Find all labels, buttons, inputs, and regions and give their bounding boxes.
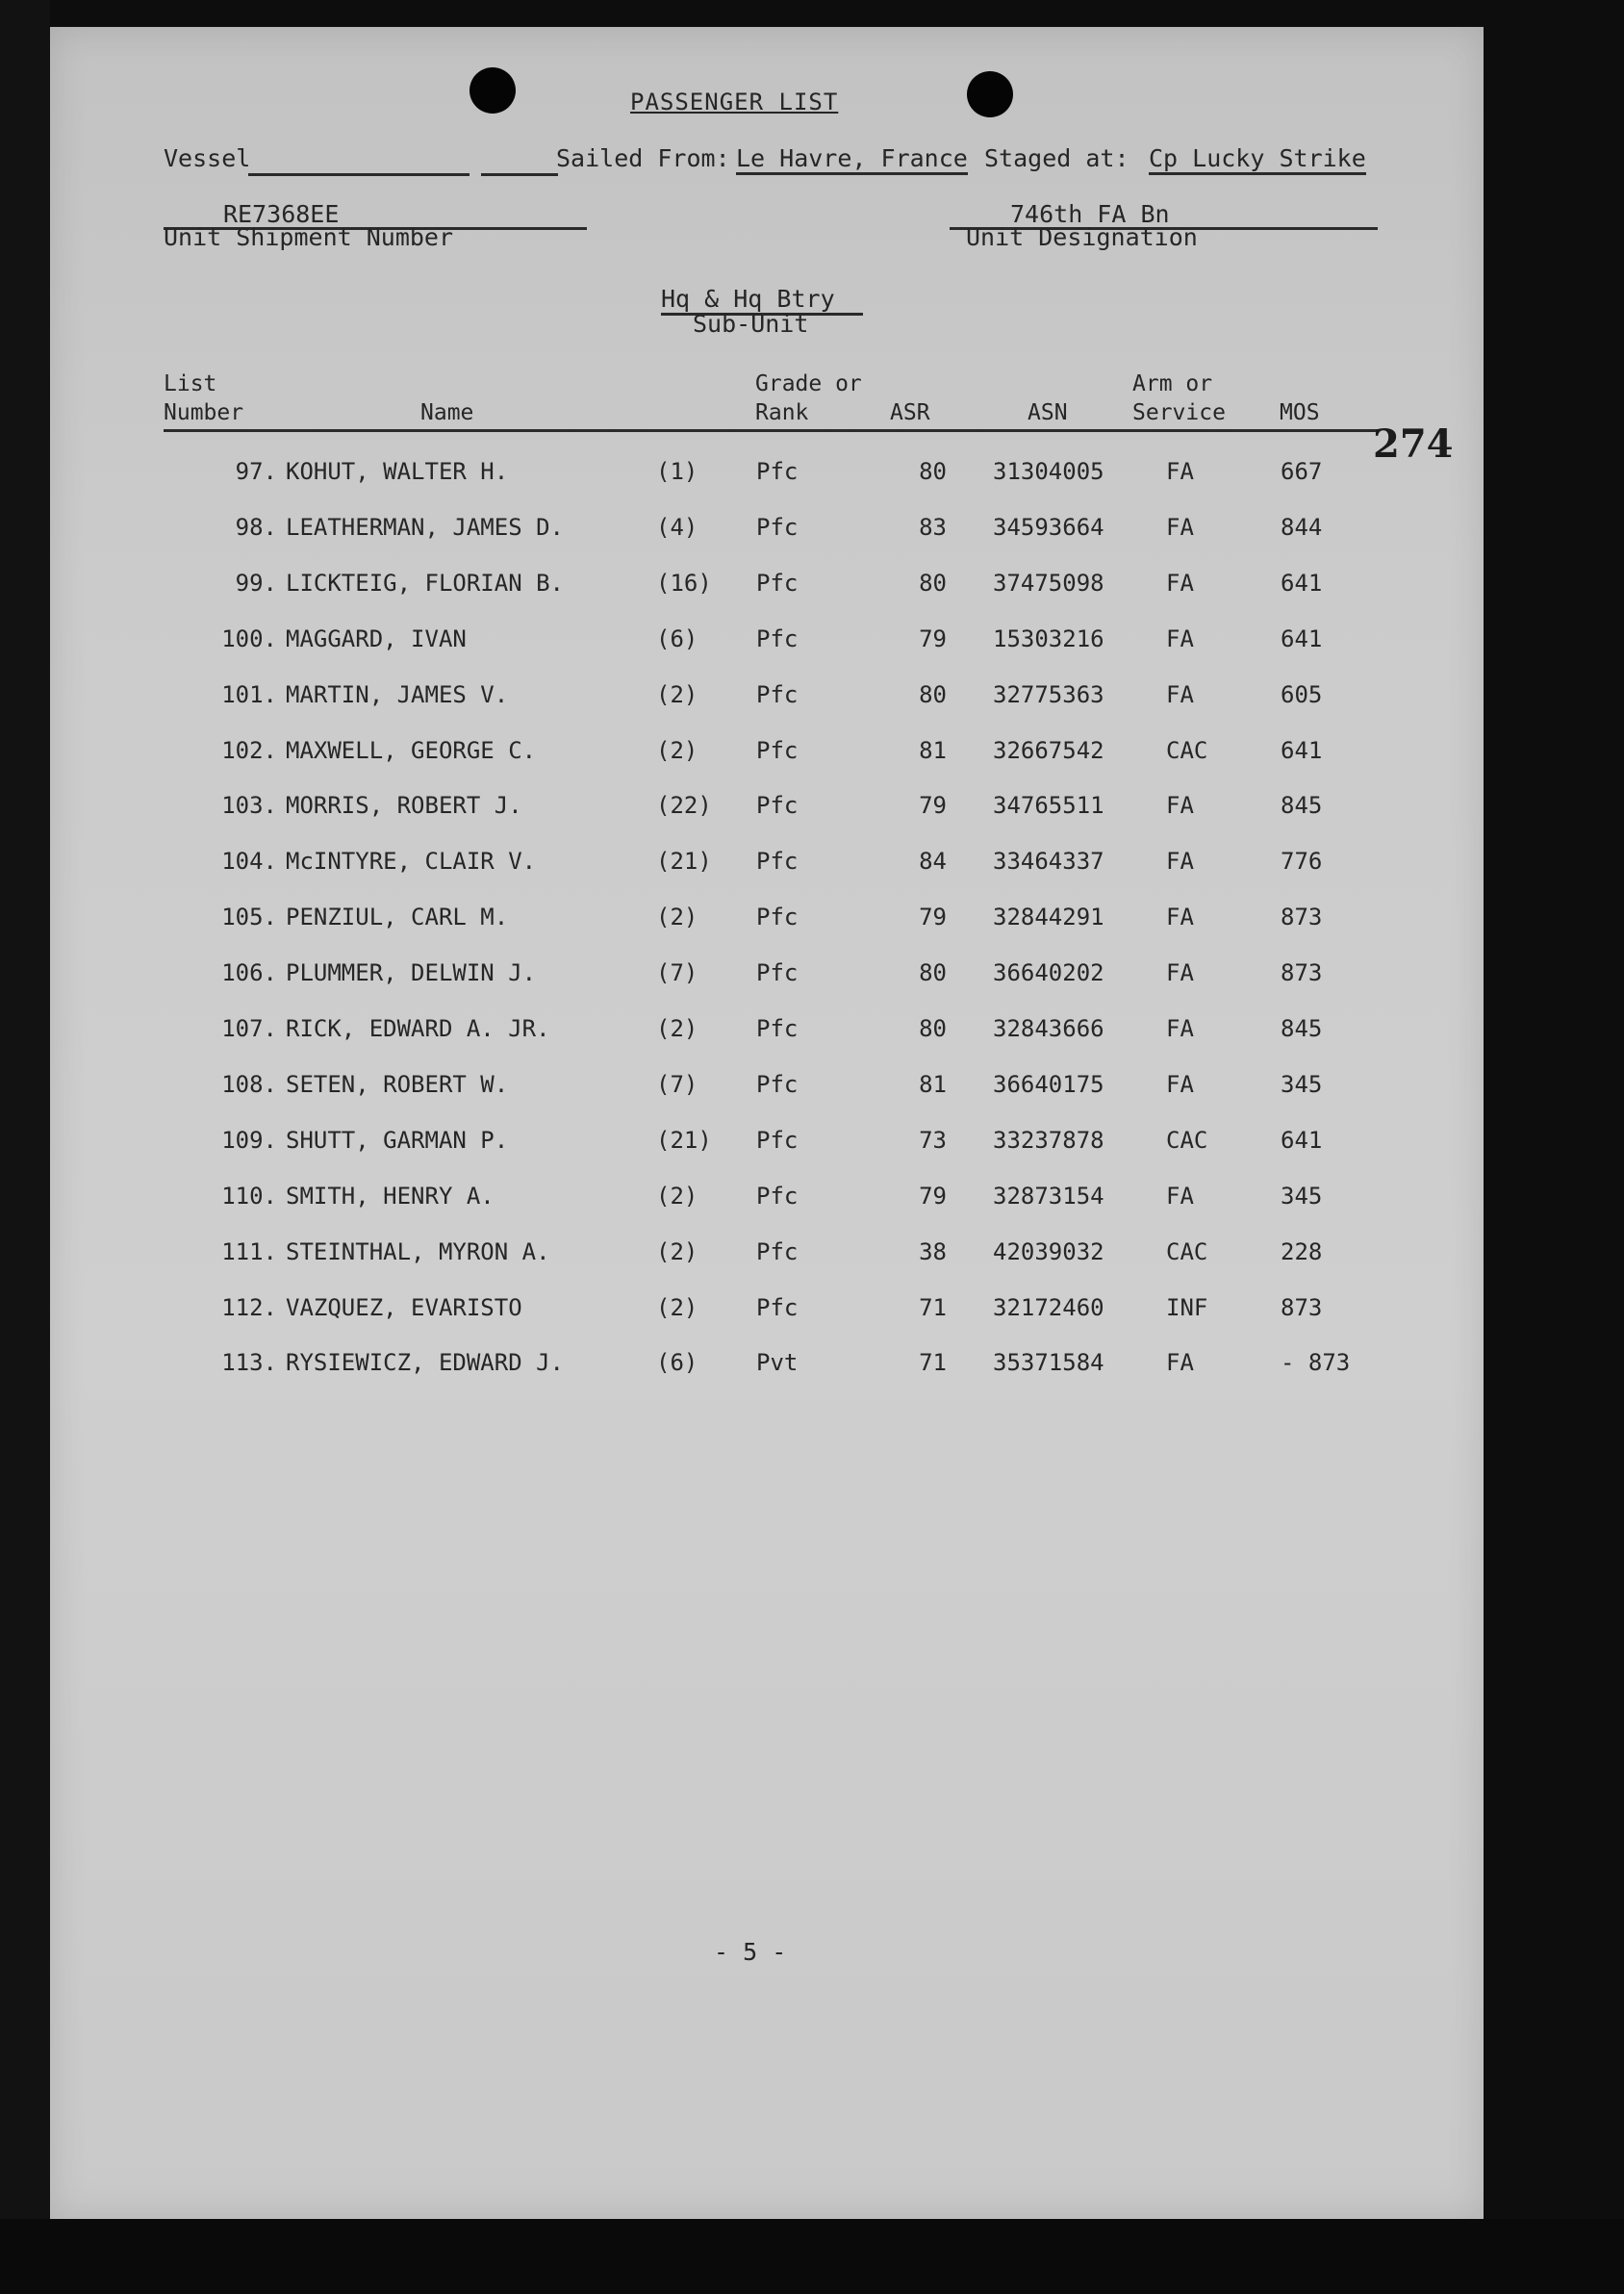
- row-name: RYSIEWICZ, EDWARD J.: [286, 1349, 564, 1377]
- row-code: (2): [656, 1293, 698, 1321]
- row-asn: 32843666: [993, 1015, 1104, 1042]
- row-mos: 345: [1281, 1182, 1323, 1210]
- punch-hole-left: [469, 67, 516, 114]
- row-list-number: 104.: [221, 848, 277, 876]
- row-grade: Pfc: [756, 1126, 799, 1154]
- row-grade: Pfc: [756, 1015, 799, 1042]
- row-asr: 84: [919, 848, 947, 876]
- row-mos: 776: [1281, 848, 1323, 876]
- row-code: (6): [656, 1349, 698, 1377]
- row-code: (2): [656, 1182, 698, 1210]
- row-grade: Pfc: [756, 736, 799, 764]
- row-asr: 81: [919, 1070, 947, 1098]
- col-asr: ASR: [890, 400, 930, 425]
- row-name: VAZQUEZ, EVARISTO: [286, 1293, 522, 1321]
- row-mos: - 873: [1281, 1349, 1351, 1377]
- table-row: [50, 620, 1482, 658]
- row-asn: 33464337: [993, 848, 1104, 876]
- unit-shipment-label: Unit Shipment Number: [164, 223, 454, 251]
- row-arm-service: CAC: [1166, 1237, 1208, 1265]
- row-grade: Pfc: [756, 1070, 799, 1098]
- table-row: [50, 1121, 1482, 1160]
- sub-unit-label: Sub-Unit: [693, 310, 809, 338]
- row-code: (2): [656, 736, 698, 764]
- row-name: MARTIN, JAMES V.: [286, 680, 509, 708]
- row-arm-service: FA: [1166, 1182, 1194, 1210]
- unit-shipment-number: RE7368EE: [223, 200, 340, 228]
- row-mos: 845: [1281, 1015, 1323, 1042]
- table-row: [50, 1343, 1482, 1382]
- row-arm-service: FA: [1166, 1015, 1194, 1042]
- sailed-from-label: Sailed From:: [556, 144, 730, 172]
- row-asr: 79: [919, 904, 947, 931]
- row-mos: 641: [1281, 569, 1323, 597]
- row-list-number: 101.: [221, 680, 277, 708]
- row-mos: 873: [1281, 904, 1323, 931]
- row-code: (22): [656, 792, 712, 820]
- row-code: (1): [656, 458, 698, 485]
- unit-designation-label: Unit Designation: [966, 223, 1198, 251]
- row-arm-service: FA: [1166, 569, 1194, 597]
- table-row: [50, 508, 1482, 547]
- row-arm-service: FA: [1166, 904, 1194, 931]
- row-grade: Pfc: [756, 513, 799, 541]
- row-list-number: 106.: [221, 959, 277, 987]
- table-row: [50, 731, 1482, 770]
- row-code: (7): [656, 1070, 698, 1098]
- film-border-bottom: [0, 2219, 1624, 2294]
- row-arm-service: FA: [1166, 513, 1194, 541]
- staged-at-value: Cp Lucky Strike: [1149, 144, 1366, 175]
- row-mos: 873: [1281, 959, 1323, 987]
- row-grade: Pfc: [756, 1182, 799, 1210]
- row-arm-service: FA: [1166, 624, 1194, 652]
- row-list-number: 110.: [221, 1182, 277, 1210]
- row-asr: 71: [919, 1349, 947, 1377]
- row-asn: 15303216: [993, 624, 1104, 652]
- row-list-number: 112.: [221, 1293, 277, 1321]
- row-list-number: 102.: [221, 736, 277, 764]
- row-grade: Pfc: [756, 1237, 799, 1265]
- row-code: (2): [656, 680, 698, 708]
- row-mos: 228: [1281, 1237, 1323, 1265]
- col-list-number-line1: List: [164, 371, 217, 396]
- unit-designation: 746th FA Bn: [1010, 200, 1170, 228]
- row-asr: 80: [919, 959, 947, 987]
- row-name: McINTYRE, CLAIR V.: [286, 848, 537, 876]
- col-arm-line1: Arm or: [1132, 371, 1213, 396]
- row-asr: 79: [919, 792, 947, 820]
- row-mos: 345: [1281, 1070, 1323, 1098]
- row-name: SHUTT, GARMAN P.: [286, 1126, 509, 1154]
- row-grade: Pfc: [756, 458, 799, 485]
- row-grade: Pfc: [756, 569, 799, 597]
- table-row: [50, 786, 1482, 825]
- row-grade: Pfc: [756, 904, 799, 931]
- row-grade: Pfc: [756, 680, 799, 708]
- row-code: (4): [656, 513, 698, 541]
- table-row: [50, 954, 1482, 992]
- row-mos: 641: [1281, 736, 1323, 764]
- row-asr: 80: [919, 458, 947, 485]
- row-mos: 845: [1281, 792, 1323, 820]
- sailed-from-value: Le Havre, France: [736, 144, 968, 175]
- row-asn: 34765511: [993, 792, 1104, 820]
- row-grade: Pvt: [756, 1349, 799, 1377]
- row-grade: Pfc: [756, 959, 799, 987]
- row-mos: 873: [1281, 1293, 1323, 1321]
- row-mos: 641: [1281, 624, 1323, 652]
- row-list-number: 108.: [221, 1070, 277, 1098]
- row-list-number: 98.: [235, 513, 277, 541]
- row-asn: 36640175: [993, 1070, 1104, 1098]
- page-number: - 5 -: [714, 1938, 787, 1966]
- row-arm-service: FA: [1166, 1349, 1194, 1377]
- row-list-number: 103.: [221, 792, 277, 820]
- vessel-blank-line-2: [481, 173, 558, 176]
- row-arm-service: CAC: [1166, 1126, 1208, 1154]
- row-list-number: 97.: [235, 458, 277, 485]
- row-name: PENZIUL, CARL M.: [286, 904, 509, 931]
- row-code: (2): [656, 1237, 698, 1265]
- col-grade: [755, 370, 862, 427]
- row-asn: 42039032: [993, 1237, 1104, 1265]
- row-asn: 31304005: [993, 458, 1104, 485]
- col-mos: MOS: [1280, 400, 1320, 425]
- vessel-blank-line: [248, 173, 469, 176]
- row-asn: 32775363: [993, 680, 1104, 708]
- row-asr: 80: [919, 680, 947, 708]
- col-list-number: [164, 370, 243, 427]
- row-grade: Pfc: [756, 792, 799, 820]
- row-asn: 35371584: [993, 1349, 1104, 1377]
- document-page: [50, 27, 1484, 2219]
- table-row: [50, 564, 1482, 602]
- table-row: [50, 452, 1482, 491]
- row-code: (2): [656, 904, 698, 931]
- vessel-label: Vessel: [164, 144, 251, 172]
- row-grade: Pfc: [756, 624, 799, 652]
- row-list-number: 111.: [221, 1237, 277, 1265]
- row-mos: 667: [1281, 458, 1323, 485]
- row-name: SMITH, HENRY A.: [286, 1182, 495, 1210]
- table-row: [50, 1177, 1482, 1215]
- row-name: SETEN, ROBERT W.: [286, 1070, 509, 1098]
- col-arm: [1132, 370, 1226, 427]
- row-name: MORRIS, ROBERT J.: [286, 792, 522, 820]
- row-name: MAGGARD, IVAN: [286, 624, 467, 652]
- col-arm-line2: Service: [1132, 400, 1226, 425]
- row-mos: 844: [1281, 513, 1323, 541]
- row-arm-service: FA: [1166, 458, 1194, 485]
- row-list-number: 113.: [221, 1349, 277, 1377]
- col-grade-line2: Rank: [755, 400, 809, 425]
- row-asn: 36640202: [993, 959, 1104, 987]
- row-code: (2): [656, 1015, 698, 1042]
- row-asr: 81: [919, 736, 947, 764]
- row-name: MAXWELL, GEORGE C.: [286, 736, 537, 764]
- row-asr: 79: [919, 1182, 947, 1210]
- row-name: PLUMMER, DELWIN J.: [286, 959, 537, 987]
- document-title: PASSENGER LIST: [630, 89, 839, 115]
- row-grade: Pfc: [756, 848, 799, 876]
- row-asr: 79: [919, 624, 947, 652]
- row-name: KOHUT, WALTER H.: [286, 458, 509, 485]
- row-arm-service: CAC: [1166, 736, 1208, 764]
- row-asn: 32172460: [993, 1293, 1104, 1321]
- row-asr: 38: [919, 1237, 947, 1265]
- table-row: [50, 1288, 1482, 1327]
- row-code: (21): [656, 1126, 712, 1154]
- row-arm-service: INF: [1166, 1293, 1208, 1321]
- row-list-number: 107.: [221, 1015, 277, 1042]
- row-name: RICK, EDWARD A. JR.: [286, 1015, 550, 1042]
- row-list-number: 109.: [221, 1126, 277, 1154]
- col-grade-line1: Grade or: [755, 371, 862, 396]
- row-asr: 80: [919, 1015, 947, 1042]
- row-arm-service: FA: [1166, 1070, 1194, 1098]
- row-arm-service: FA: [1166, 848, 1194, 876]
- table-row: [50, 1009, 1482, 1048]
- table-row: [50, 1233, 1482, 1271]
- film-border-left: [0, 0, 50, 2294]
- row-name: LICKTEIG, FLORIAN B.: [286, 569, 564, 597]
- row-asn: 33237878: [993, 1126, 1104, 1154]
- staged-at-label: Staged at:: [984, 144, 1129, 172]
- row-code: (7): [656, 959, 698, 987]
- row-name: LEATHERMAN, JAMES D.: [286, 513, 564, 541]
- row-grade: Pfc: [756, 1293, 799, 1321]
- row-asr: 80: [919, 569, 947, 597]
- header-rule: [164, 429, 1378, 432]
- row-asn: 37475098: [993, 569, 1104, 597]
- sub-unit: Hq & Hq Btry: [661, 285, 835, 313]
- table-row: [50, 1065, 1482, 1104]
- table-row: [50, 842, 1482, 880]
- row-asn: 32873154: [993, 1182, 1104, 1210]
- row-arm-service: FA: [1166, 959, 1194, 987]
- punch-hole-right: [967, 71, 1013, 117]
- row-asr: 71: [919, 1293, 947, 1321]
- row-asr: 83: [919, 513, 947, 541]
- table-row: [50, 675, 1482, 714]
- row-mos: 605: [1281, 680, 1323, 708]
- row-list-number: 105.: [221, 904, 277, 931]
- row-code: (16): [656, 569, 712, 597]
- row-list-number: 100.: [221, 624, 277, 652]
- table-row: [50, 898, 1482, 936]
- row-code: (6): [656, 624, 698, 652]
- row-arm-service: FA: [1166, 680, 1194, 708]
- col-list-number-line2: Number: [164, 400, 244, 425]
- row-list-number: 99.: [235, 569, 277, 597]
- col-asn: ASN: [1028, 400, 1068, 425]
- col-name: Name: [420, 400, 474, 425]
- row-arm-service: FA: [1166, 792, 1194, 820]
- row-asn: 32667542: [993, 736, 1104, 764]
- row-asn: 34593664: [993, 513, 1104, 541]
- row-asn: 32844291: [993, 904, 1104, 931]
- page-stamp-number: 274: [1373, 421, 1454, 467]
- row-asr: 73: [919, 1126, 947, 1154]
- row-code: (21): [656, 848, 712, 876]
- row-name: STEINTHAL, MYRON A.: [286, 1237, 550, 1265]
- row-mos: 641: [1281, 1126, 1323, 1154]
